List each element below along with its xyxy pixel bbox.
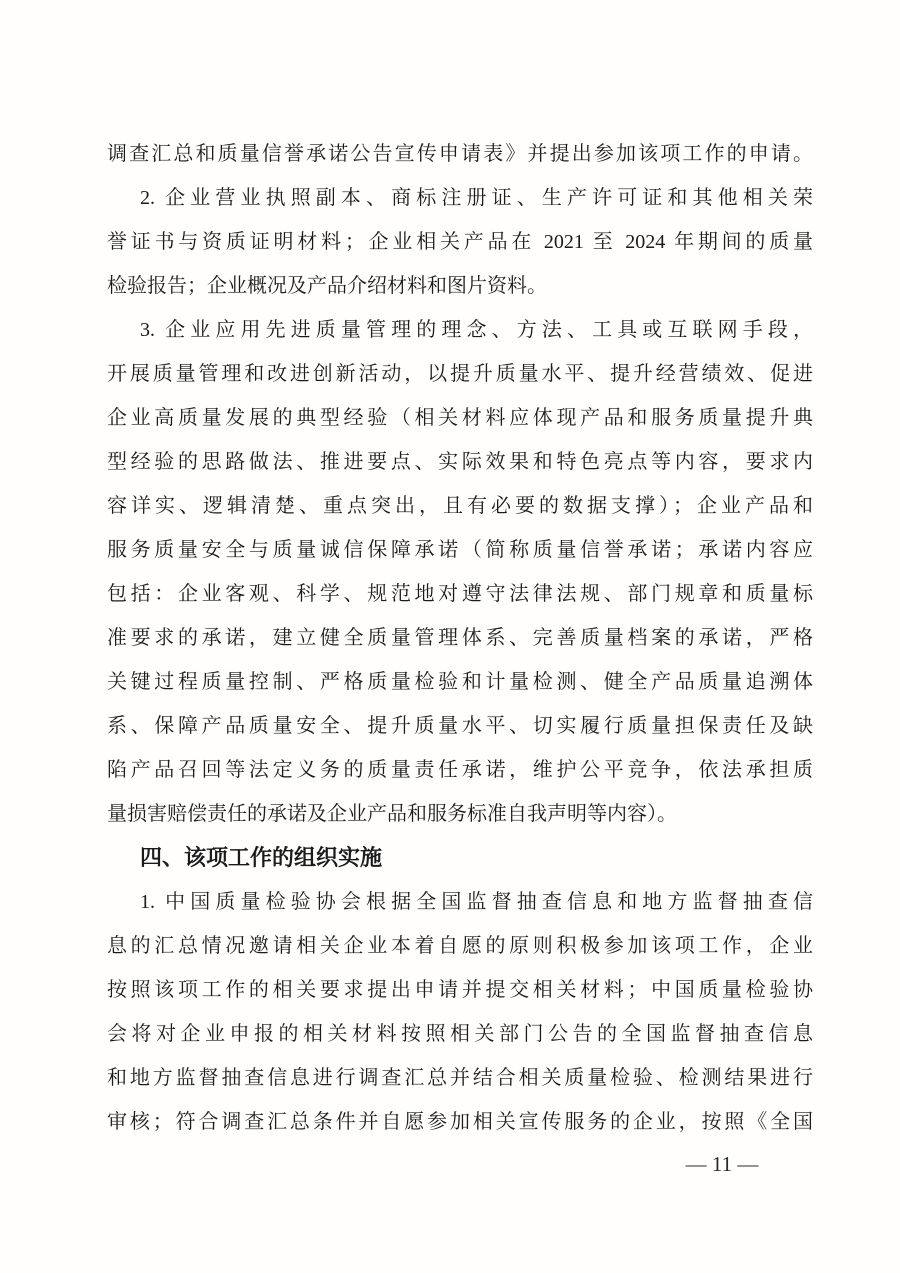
document-line: 调查汇总和质量信誉承诺公告宣传申请表》并提出参加该项工作的申请。 xyxy=(107,143,813,165)
document-line: 容详实、逻辑清楚、重点突出，且有必要的数据支撑）；企业产品和 xyxy=(107,495,813,517)
document-line: 企业高质量发展的典型经验（相关材料应体现产品和服务质量提升典 xyxy=(107,407,813,429)
document-line: 2. 企业营业执照副本、商标注册证、生产许可证和其他相关荣 xyxy=(140,187,813,209)
page-number: — 11 — xyxy=(685,1152,759,1176)
document-line: 服务质量安全与质量诚信保障承诺（简称质量信誉承诺；承诺内容应 xyxy=(107,539,813,561)
document-line: 誉证书与资质证明材料；企业相关产品在 2021 至 2024 年期间的质量 xyxy=(107,231,813,253)
document-line: 审核；符合调查汇总条件并自愿参加相关宣传服务的企业，按照《全国 xyxy=(107,1111,813,1133)
document-line: 和地方监督抽查信息进行调查汇总并结合相关质量检验、检测结果进行 xyxy=(107,1067,813,1089)
document-line: 陷产品召回等法定义务的质量责任承诺，维护公平竞争，依法承担质 xyxy=(107,759,813,781)
document-line: 系、保障产品质量安全、提升质量水平、切实履行质量担保责任及缺 xyxy=(107,715,813,737)
document-line: 准要求的承诺，建立健全质量管理体系、完善质量档案的承诺，严格 xyxy=(107,627,813,649)
document-line: 1. 中国质量检验协会根据全国监督抽查信息和地方监督抽查信 xyxy=(140,891,813,913)
document-line: 3. 企业应用先进质量管理的理念、方法、工具或互联网手段， xyxy=(140,319,813,341)
document-line: 按照该项工作的相关要求提出申请并提交相关材料；中国质量检验协 xyxy=(107,979,813,1001)
document-line: 会将对企业申报的相关材料按照相关部门公告的全国监督抽查信息 xyxy=(107,1023,813,1045)
document-line: 包括：企业客观、科学、规范地对遵守法律法规、部门规章和质量标 xyxy=(107,583,813,605)
section-heading: 四、该项工作的组织实施 xyxy=(140,845,383,870)
document-text-block xyxy=(107,132,813,1144)
document-line: 息的汇总情况邀请相关企业本着自愿的原则积极参加该项工作，企业 xyxy=(107,935,813,957)
document-line: 检验报告；企业概况及产品介绍材料和图片资料。 xyxy=(107,275,547,297)
document-line: 型经验的思路做法、推进要点、实际效果和特色亮点等内容，要求内 xyxy=(107,451,813,473)
document-line: 开展质量管理和改进创新活动，以提升质量水平、提升经营绩效、促进 xyxy=(107,363,813,385)
document-line: 量损害赔偿责任的承诺及企业产品和服务标准自我声明等内容）。 xyxy=(107,803,677,825)
document-line: 关键过程质量控制、严格质量检验和计量检测、健全产品质量追溯体 xyxy=(107,671,813,693)
